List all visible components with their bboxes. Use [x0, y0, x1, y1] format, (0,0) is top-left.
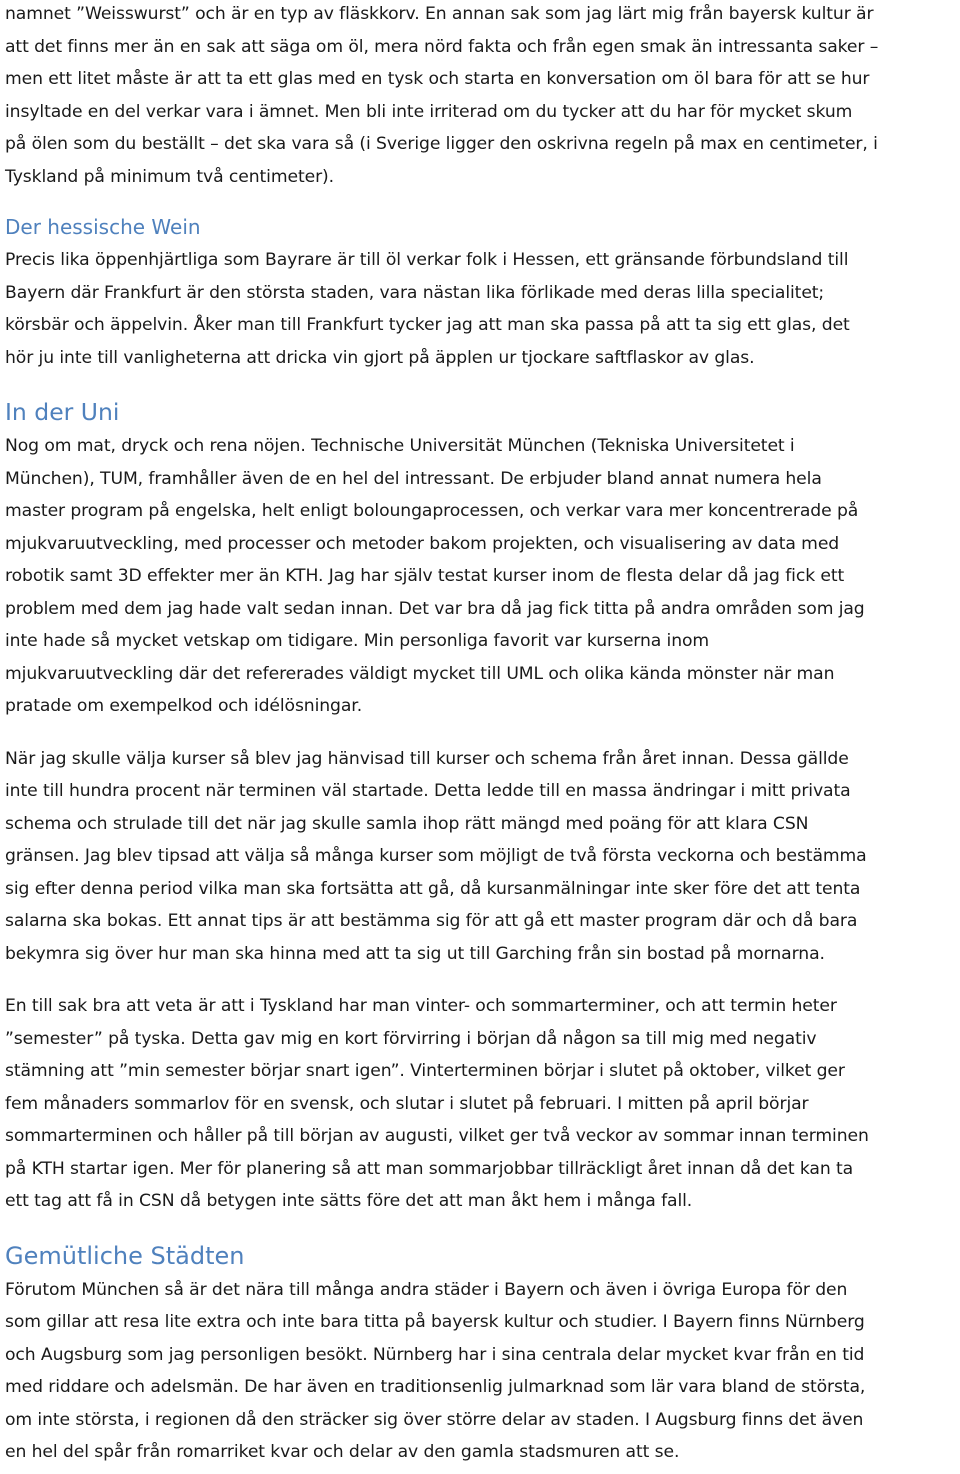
text-line: hör ju inte till vanligheterna att dricka vin gjort på äpplen ur tjockare saftflaskor av glas.	[5, 347, 755, 368]
paragraph-beer-tail	[5, 0, 955, 193]
text-line: sommarterminen och håller på till början av augusti, vilket ger två veckor av sommar innan terminen	[5, 1126, 869, 1146]
paragraph-uni-3	[5, 990, 955, 1218]
text-line: mjukvaruutveckling där det refererades väldigt mycket till UML och olika kända mönster när man	[5, 663, 835, 684]
text-line: master program på engelska, helt enligt boloungaprocessen, och verkar vara mer koncentrerade på	[5, 501, 859, 521]
text-line: problem med dem jag hade valt sedan innan. Det var bra då jag fick titta på andra områden som jag	[5, 598, 865, 619]
text-line: bekymra sig över hur man ska hinna med att ta sig ut till Garching från sin bostad på mornarna.	[5, 943, 825, 964]
paragraph-gap	[5, 723, 955, 743]
text-line: på KTH startar igen. Mer för planering så att man sommarjobbar tillräckligt året innan då det kan ta	[5, 1158, 854, 1179]
text-line: namnet ”Weisswurst” och är en typ av fläskkorv. En annan sak som jag lärt mig från bayersk kultur är	[5, 4, 874, 24]
text-line: ett tag att få in CSN då betygen inte sätts före det att man åkt hem i många fall.	[5, 1191, 693, 1211]
text-line: schema och strulade till det när jag skulle samla ihop rätt mängd med poäng för att klara CSN	[5, 813, 809, 834]
text-line: Tyskland på minimum två centimeter).	[5, 166, 335, 187]
text-line: pratade om exempelkod och idélösningar.	[5, 696, 363, 716]
text-line: insyltade en del verkar vara i ämnet. Men bli inte irriterad om du tycker att du har för mycket skum	[5, 101, 853, 122]
text-line: Nog om mat, dryck och rena nöjen. Technische Universität München (Tekniska Universitetet i	[5, 436, 795, 456]
text-line: att det finns mer än en sak att säga om öl, mera nörd fakta och från egen smak än intressanta saker –	[5, 36, 879, 57]
heading-hessische-wein: Der hessische Wein	[5, 215, 201, 239]
paragraph-wein	[5, 244, 955, 374]
text-line: Bayern där Frankfurt är den största staden, vara nästan lika förlikade med deras lilla specialitet;	[5, 282, 825, 303]
text-line: med riddare och adelsmän. De har även en traditionsenlig julmarknad som lär vara bland de största,	[5, 1377, 866, 1397]
text-line: Precis lika öppenhjärtliga som Bayrare är till öl verkar folk i Hessen, ett gränsande förbundsland till	[5, 250, 849, 270]
text-line: fem månaders sommarlov för en svensk, och slutar i slutet på februari. I mitten på april börjar	[5, 1093, 809, 1114]
text-line: robotik samt 3D effekter mer än KTH. Jag har själv testat kurser inom de flesta delar då jag fick ett	[5, 566, 845, 586]
text-line: salarna ska bokas. Ett annat tips är att bestämma sig för att gå ett master program där och då bara	[5, 911, 858, 931]
text-line: körsbär och äppelvin. Åker man till Frankfurt tycker jag att man ska passa på att ta sig ett glas, det	[5, 315, 850, 335]
text-line: sig efter denna period vilka man ska fortsätta att gå, då kursanmälningar inte sker före det att tenta	[5, 878, 861, 899]
text-line: men ett litet måste är att ta ett glas med en tysk och starta en konversation om öl bara för att se hur	[5, 69, 870, 89]
paragraph-staedten	[5, 1274, 955, 1469]
heading-gemuetliche-staedten: Gemütliche Städten	[5, 1241, 245, 1270]
text-line: ”semester” på tyska. Detta gav mig en kort förvirring i början då någon sa till mig med negativ	[5, 1028, 817, 1049]
text-line: om inte största, i regionen då den sträcker sig över större delar av staden. I Augsburg finns det även	[5, 1409, 864, 1430]
text-line: Förutom München så är det nära till många andra städer i Bayern och även i övriga Europa för den	[5, 1279, 848, 1300]
text-line: mjukvaruutveckling, med processer och metoder bakom projekten, och visualisering av data med	[5, 533, 840, 554]
text-line: inte till hundra procent när terminen väl startade. Detta ledde till en massa ändringar i mitt privata	[5, 781, 851, 801]
document-page	[5, 0, 955, 1469]
text-line: München), TUM, framhåller även de en hel del intressant. De erbjuder bland annat numera hela	[5, 468, 822, 489]
text-line: inte hade så mycket vetskap om tidigare. Min personliga favorit var kurserna inom	[5, 631, 710, 651]
text-line: gränsen. Jag blev tipsad att välja så många kurser som möjligt de två första veckorna och bestämma	[5, 846, 867, 866]
text-line: När jag skulle välja kurser så blev jag hänvisad till kurser och schema från året innan. Dessa gällde	[5, 748, 849, 769]
paragraph-uni-1	[5, 430, 955, 723]
paragraph-uni-2	[5, 743, 955, 971]
text-line: som gillar att resa lite extra och inte bara titta på bayersk kultur och studier. I Bayern finns Nürnberg	[5, 1312, 865, 1332]
paragraph-gap	[5, 970, 955, 990]
text-line: En till sak bra att veta är att i Tyskland har man vinter- och sommarterminer, och att termin heter	[5, 996, 837, 1016]
text-line: en hel del spår från romarriket kvar och delar av den gamla stadsmuren att se.	[5, 1442, 680, 1462]
text-line: stämning att ”min semester börjar snart igen”. Vinterterminen börjar i slutet på oktober, vilket ger	[5, 1061, 845, 1081]
text-line: på ölen som du beställt – det ska vara så (i Sverige ligger den oskrivna regeln på max en centimeter, i	[5, 134, 878, 154]
text-line: och Augsburg som jag personligen besökt. Nürnberg har i sina centrala delar mycket kvar från en tid	[5, 1344, 865, 1365]
heading-in-der-uni: In der Uni	[5, 398, 120, 426]
